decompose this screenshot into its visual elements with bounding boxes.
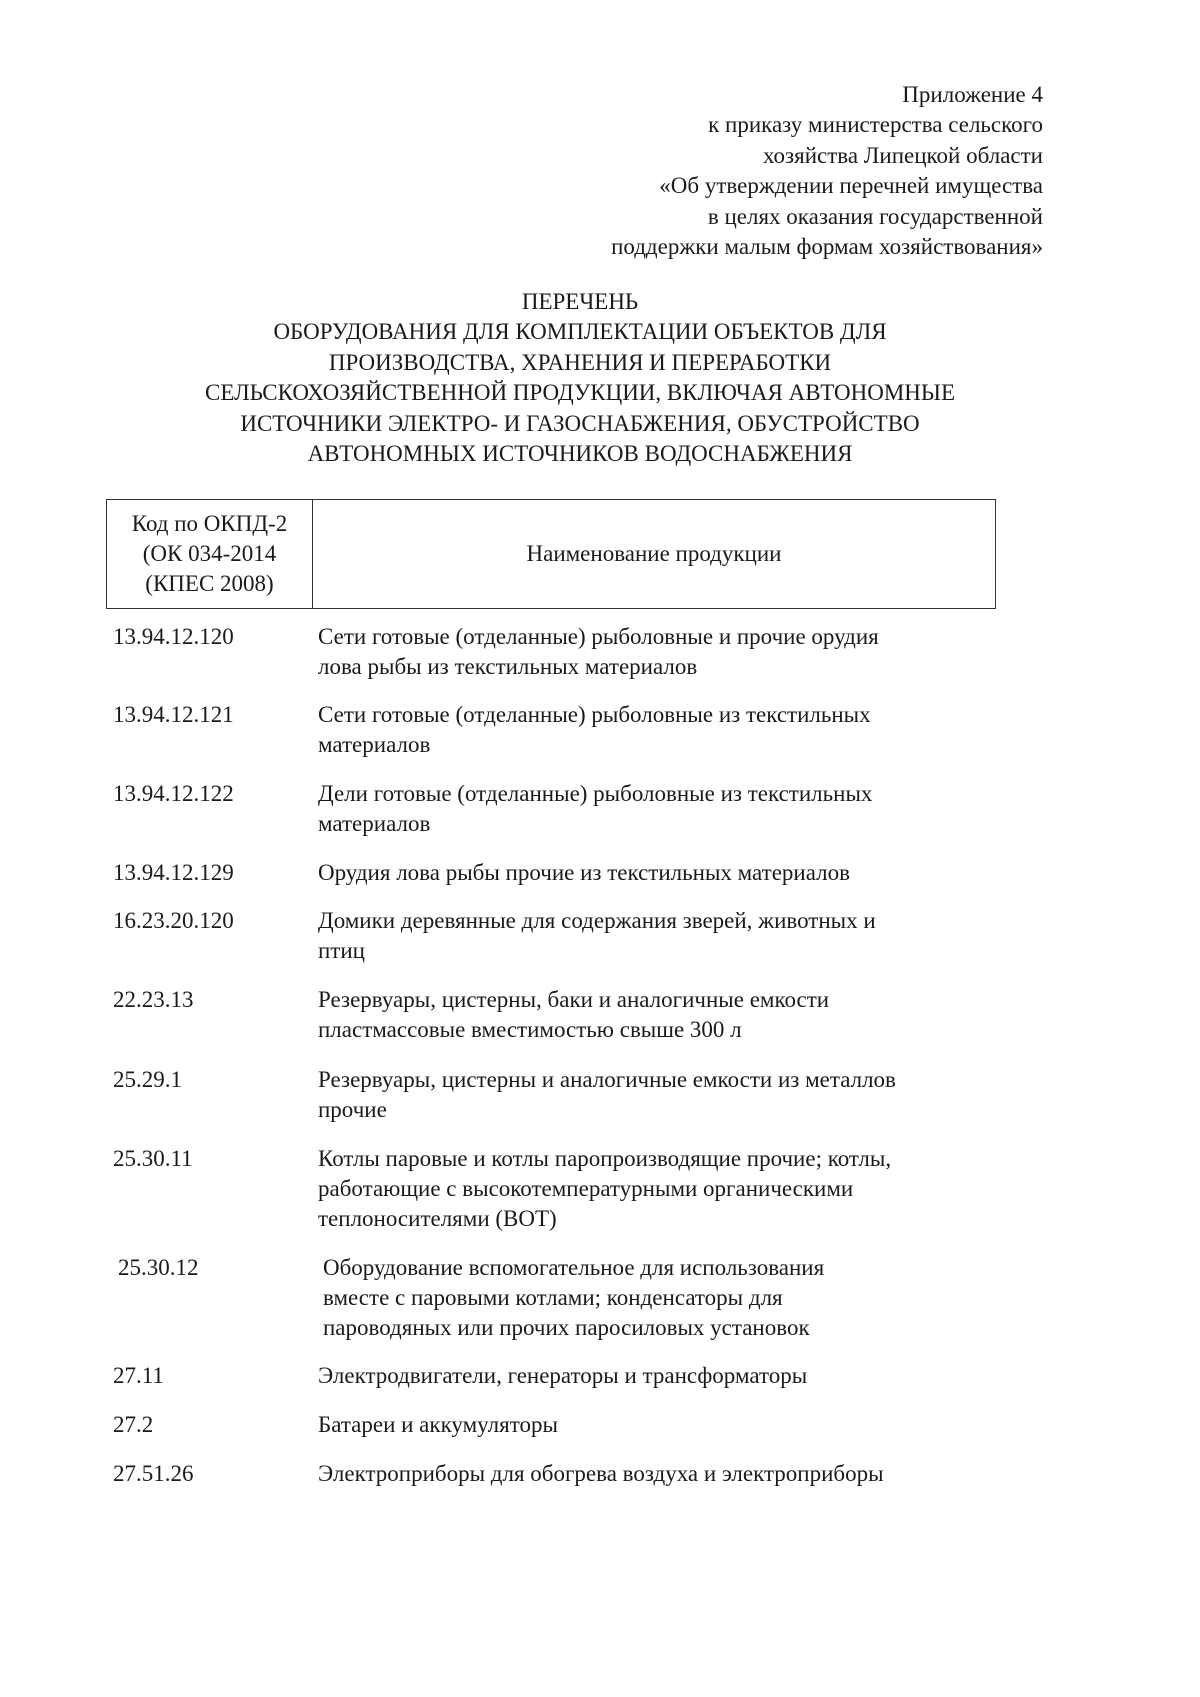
row-name-line: пластмассовые вместимостью свыше 300 л	[318, 1017, 742, 1042]
header-code-line: Код по ОКПД-2	[131, 511, 288, 536]
row-name-line: вместе с паровыми котлами; конденсаторы для	[323, 1285, 783, 1310]
row-code: 25.30.12	[118, 1255, 199, 1280]
row-name-line: лова рыбы из текстильных материалов	[318, 654, 698, 679]
row-name	[318, 906, 1018, 966]
annex-line: хозяйства Липецкой области	[762, 142, 1043, 168]
annex-line: «Об утверждении перечней имущества	[659, 173, 1043, 199]
row-name-line: пароводяных или прочих паросиловых установок	[323, 1315, 810, 1340]
title-line: ОБОРУДОВАНИЯ ДЛЯ КОМПЛЕКТАЦИИ ОБЪЕКТОВ ДЛЯ	[273, 319, 887, 345]
row-code: 22.23.13	[113, 987, 194, 1012]
row-name	[318, 1361, 1018, 1391]
row-name	[318, 1144, 1018, 1234]
row-name-line: Батареи и аккумуляторы	[318, 1412, 558, 1437]
row-name	[318, 622, 1018, 682]
annex-header	[483, 80, 1043, 262]
row-code: 16.23.20.120	[113, 908, 234, 933]
row-name-line: Электродвигатели, генераторы и трансформаторы	[318, 1363, 808, 1388]
row-code: 27.2	[113, 1412, 154, 1437]
row-name	[318, 700, 1018, 760]
row-name-line: Орудия лова рыбы прочие из текстильных материалов	[318, 860, 850, 885]
row-name-line: материалов	[318, 732, 431, 757]
row-code: 25.29.1	[113, 1067, 182, 1092]
row-code: 25.30.11	[113, 1146, 193, 1171]
row-name-line: Домики деревянные для содержания зверей, животных и	[318, 908, 876, 933]
row-name	[323, 1253, 1023, 1343]
title-line: ПЕРЕЧЕНЬ	[521, 289, 639, 314]
title-line: АВТОНОМНЫХ ИСТОЧНИКОВ ВОДОСНАБЖЕНИЯ	[307, 441, 853, 467]
annex-line: поддержки малым формам хозяйствования»	[611, 234, 1043, 260]
row-name-line: теплоносителями (ВОТ)	[318, 1206, 557, 1231]
title-line: ПРОИЗВОДСТВА, ХРАНЕНИЯ И ПЕРЕРАБОТКИ	[328, 349, 832, 375]
annex-line: в целях оказания государственной	[707, 203, 1043, 229]
header-name-cell	[313, 500, 995, 608]
row-name-line: Резервуары, цистерны, баки и аналогичные емкости	[318, 987, 830, 1012]
row-name	[318, 1459, 1018, 1489]
header-name-label: Наименование продукции	[526, 541, 782, 566]
row-name-line: прочие	[318, 1097, 387, 1122]
annex-line: Приложение 4	[902, 82, 1043, 107]
row-name-line: Электроприборы для обогрева воздуха и электроприборы	[318, 1461, 884, 1486]
row-code: 27.11	[113, 1363, 164, 1388]
row-code: 13.94.12.122	[113, 781, 234, 806]
row-name	[318, 779, 1018, 839]
title-line: ИСТОЧНИКИ ЭЛЕКТРО- И ГАЗОСНАБЖЕНИЯ, ОБУСТРОЙСТВО	[240, 410, 920, 436]
annex-line: к приказу министерства сельского	[708, 112, 1043, 138]
header-code-cell	[107, 500, 313, 608]
row-code: 27.51.26	[113, 1461, 194, 1486]
row-name-line: Сети готовые (отделанные) рыболовные и прочие орудия	[318, 624, 879, 649]
row-name-line: птиц	[318, 938, 365, 963]
header-code-line: (КПЕС 2008)	[145, 571, 274, 596]
row-code: 13.94.12.129	[113, 860, 234, 885]
row-name-line: Котлы паровые и котлы паропроизводящие прочие; котлы,	[318, 1146, 892, 1171]
row-name-line: Дели готовые (отделанные) рыболовные из текстильных	[318, 781, 873, 806]
row-name-line: Резервуары, цистерны и аналогичные емкости из металлов	[318, 1067, 896, 1092]
row-name-line: работающие с высокотемпературными органическими	[318, 1176, 854, 1201]
row-name	[318, 858, 1018, 888]
row-name-line: материалов	[318, 811, 431, 836]
row-code: 13.94.12.120	[113, 624, 234, 649]
row-name	[318, 985, 1018, 1045]
row-code: 13.94.12.121	[113, 702, 234, 727]
row-name-line: Сети готовые (отделанные) рыболовные из текстильных	[318, 702, 871, 727]
row-name	[318, 1065, 1018, 1125]
title-line: СЕЛЬСКОХОЗЯЙСТВЕННОЙ ПРОДУКЦИИ, ВКЛЮЧАЯ АВТОНОМНЫЕ	[204, 380, 955, 406]
document-title	[80, 287, 1080, 469]
row-name-line: Оборудование вспомогательное для использования	[323, 1255, 825, 1280]
row-name	[318, 1410, 1018, 1440]
header-code-line: (ОК 034-2014	[142, 541, 277, 566]
table-header	[106, 499, 996, 609]
